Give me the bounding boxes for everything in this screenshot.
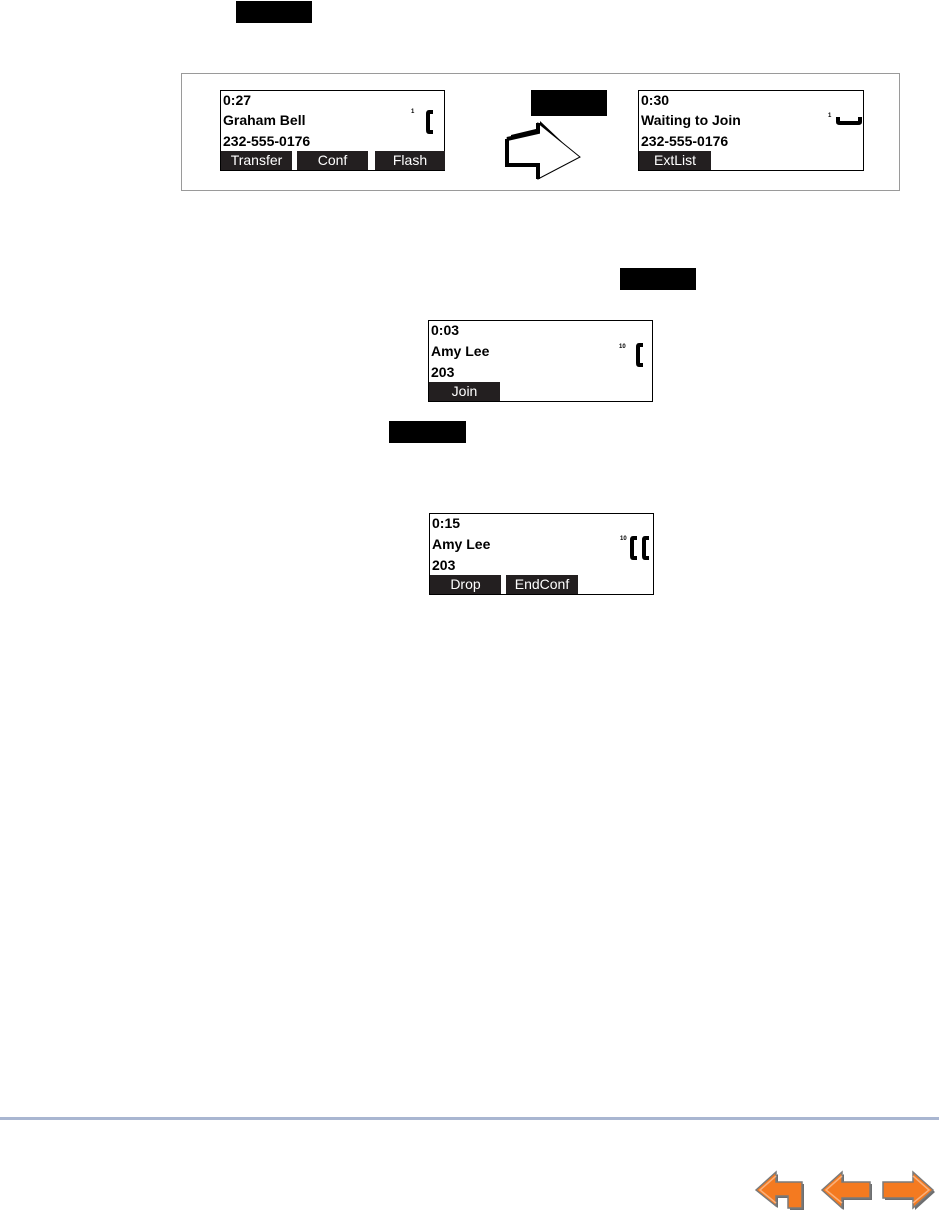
call-timer: 0:30 — [641, 92, 670, 108]
caller-name: Graham Bell — [223, 112, 306, 128]
back-to-last-view-icon[interactable] — [754, 1170, 810, 1214]
caller-number: 203 — [432, 557, 456, 573]
caller-name: Amy Lee — [431, 343, 490, 359]
handset-hold-icon — [836, 116, 862, 126]
key-label-redacted — [389, 421, 466, 443]
softkey-drop[interactable]: Drop — [430, 575, 501, 594]
phone-display-graham-bell — [220, 90, 445, 171]
line-number: 1 — [411, 109, 415, 115]
footer-rule — [0, 1117, 939, 1120]
caller-number: 232-555-0176 — [641, 133, 729, 149]
key-label-redacted — [620, 268, 696, 290]
softkey-join[interactable]: Join — [429, 382, 500, 401]
phone-display-waiting-to-join — [638, 90, 864, 171]
caller-name: Amy Lee — [432, 536, 491, 552]
previous-page-icon[interactable] — [820, 1170, 874, 1212]
line-number: 10 — [619, 344, 626, 350]
handset-offhook-icon — [425, 109, 435, 135]
softkey-flash[interactable]: Flash — [375, 151, 445, 170]
call-timer: 0:03 — [431, 322, 460, 338]
phone-display-amy-lee-join — [428, 320, 653, 402]
call-timer: 0:15 — [432, 515, 461, 531]
softkey-transfer[interactable]: Transfer — [221, 151, 292, 170]
softkey-conf[interactable]: Conf — [297, 151, 368, 170]
caller-number: 203 — [431, 364, 455, 380]
softkey-endconf[interactable]: EndConf — [506, 575, 578, 594]
key-label-redacted — [236, 1, 312, 23]
key-label-redacted — [531, 90, 607, 116]
transition-arrow-icon — [505, 121, 583, 181]
next-page-icon[interactable] — [881, 1170, 937, 1212]
handset-offhook-icon — [635, 342, 645, 368]
call-timer: 0:27 — [223, 92, 252, 108]
conference-handsets-icon — [629, 535, 651, 561]
call-status: Waiting to Join — [641, 112, 741, 128]
line-number: 10 — [620, 536, 627, 542]
softkey-extlist[interactable]: ExtList — [639, 151, 711, 170]
phone-display-amy-lee-conference — [429, 513, 654, 595]
caller-number: 232-555-0176 — [223, 133, 311, 149]
line-number: 1 — [828, 113, 832, 119]
